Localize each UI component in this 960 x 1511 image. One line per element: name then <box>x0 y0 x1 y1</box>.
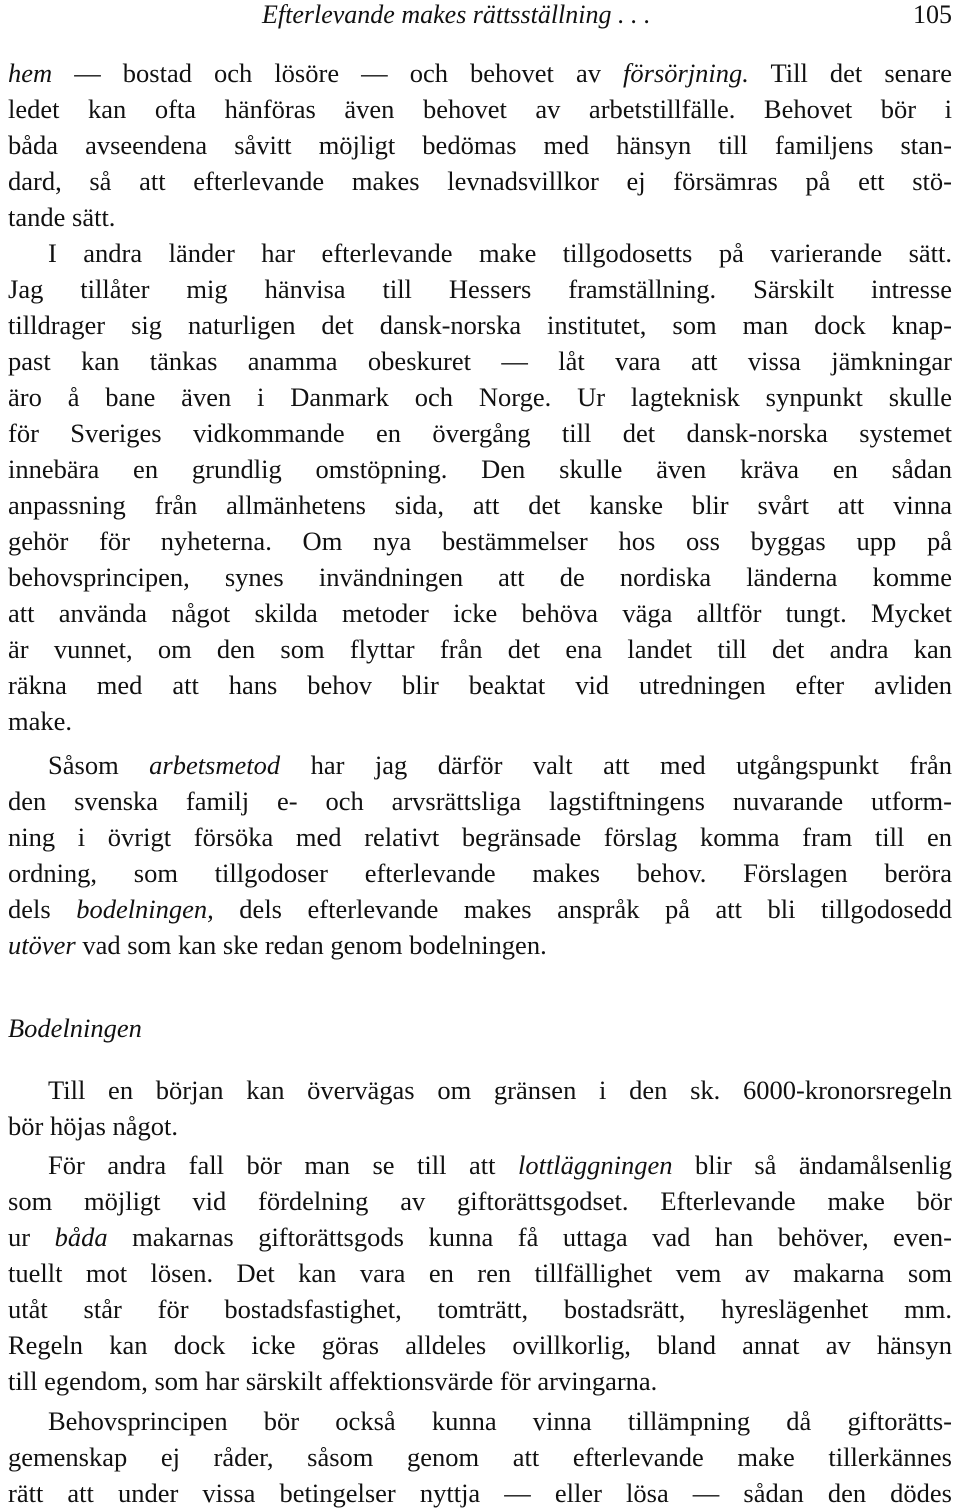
italic-text: försörjning. <box>623 58 749 88</box>
body-text: äro å bane även i Danmark och Norge. Ur lagteknisk synpunkt skulle <box>8 382 952 412</box>
text-line <box>8 415 952 451</box>
body-text: utåt står för bostadsfastighet, tomträtt, bostadsrätt, hyreslägenhet mm. <box>8 1294 952 1324</box>
body-text: make. <box>8 706 73 736</box>
italic-text: arbetsmetod <box>149 750 281 780</box>
body-text: makarnas giftorättsgods kunna få uttaga vad han behöver, even- <box>107 1222 953 1252</box>
text-line <box>8 199 952 235</box>
body-text: till egendom, som har särskilt affektionsvärde för arvingarna. <box>8 1366 658 1396</box>
text-line <box>48 1147 952 1183</box>
body-text: att använda något skilda metoder icke behöva väga alltför tungt. Mycket <box>8 598 952 628</box>
body-text: tilldrager sig naturligen det dansk-norska institutet, som man dock knap- <box>8 310 952 340</box>
body-text: dard, så att efterlevande makes levnadsvillkor ej försämras på ett stö- <box>8 166 952 196</box>
text-line <box>8 451 952 487</box>
text-line <box>8 343 952 379</box>
italic-text: utöver <box>8 930 76 960</box>
body-text: som möjligt vid fördelning av giftorättsgodset. Efterlevande make bör <box>8 1186 952 1216</box>
body-text: För andra fall bör man se till att <box>48 1150 518 1180</box>
text-line <box>8 595 952 631</box>
body-text: tande sätt. <box>8 202 116 232</box>
italic-text: båda <box>54 1222 108 1252</box>
body-text: anpassning från allmänhetens sida, att det kanske blir svårt att vinna <box>8 490 952 520</box>
page-number: 105 <box>913 0 952 29</box>
body-text: — bostad och lösöre — och behovet av <box>52 58 624 88</box>
text-line <box>8 91 952 127</box>
text-line <box>8 1327 952 1363</box>
body-text: I andra länder har efterlevande make tillgodosetts på varierande sätt. <box>48 238 952 268</box>
italic-text: hem <box>8 58 53 88</box>
text-line <box>8 307 952 343</box>
body-text: dels efterlevande makes anspråk på att bli tillgodosedd <box>213 894 953 924</box>
text-line <box>8 1108 952 1144</box>
text-line <box>8 523 952 559</box>
text-line <box>48 1072 952 1108</box>
text-line <box>8 163 952 199</box>
body-text: vad som kan ske redan genom bodelningen. <box>75 930 547 960</box>
body-text: ledet kan ofta hänföras även behovet av arbetstillfälle. Behovet bör i <box>8 94 952 124</box>
text-line <box>8 55 952 91</box>
text-line <box>8 1183 952 1219</box>
text-line <box>48 1403 952 1439</box>
body-text: räkna med att hans behov blir beaktat vid utredningen efter avliden <box>8 670 952 700</box>
text-line <box>8 1475 952 1511</box>
body-text: båda avseendena såvitt möjligt bedömas med hänsyn till familjens stan- <box>8 130 952 160</box>
body-text: past kan tänkas anamma obeskuret — låt vara att vissa jämkningar <box>8 346 952 376</box>
text-line <box>8 1219 952 1255</box>
body-text: tuellt mot lösen. Det kan vara en ren tillfällighet vem av makarna som <box>8 1258 952 1288</box>
body-text: gemenskap ej råder, såsom genom att efterlevande make tillerkännes <box>8 1442 952 1472</box>
running-title: Efterlevande makes rättsställning . . . <box>262 0 651 29</box>
body-text: behovsprincipen, synes invändningen att de nordiska länderna komme <box>8 562 952 592</box>
body-text: innebära en grundlig omstöpning. Den skulle även kräva en sådan <box>8 454 952 484</box>
text-line <box>8 703 952 739</box>
running-head <box>0 0 960 34</box>
body-text: dels <box>8 894 77 924</box>
text-line <box>48 747 952 783</box>
text-line <box>8 1363 952 1399</box>
body-text: Behovsprincipen bör också kunna vinna tillämpning då giftorätts- <box>48 1406 952 1436</box>
body-text: blir så ändamålsenlig <box>672 1150 952 1180</box>
body-text: Till det senare <box>748 58 952 88</box>
text-line <box>8 819 952 855</box>
body-text: är vunnet, om den som flyttar från det ena landet till det andra kan <box>8 634 952 664</box>
text-line <box>8 855 952 891</box>
body-text: ur <box>8 1222 55 1252</box>
text-line <box>8 927 952 963</box>
text-line <box>8 559 952 595</box>
text-line <box>8 1439 952 1475</box>
body-text: den svenska familj e- och arvsrättsliga lagstiftningens nuvarande utform- <box>8 786 952 816</box>
body-text: bör höjas något. <box>8 1111 179 1141</box>
body-text: Regeln kan dock icke göras alldeles ovillkorlig, bland annat av hänsyn <box>8 1330 952 1360</box>
body-text: Till en början kan övervägas om gränsen i den sk. 6000-kronorsregeln <box>48 1075 952 1105</box>
text-line <box>48 235 952 271</box>
text-line <box>8 271 952 307</box>
body-text: har jag därför valt att med utgångspunkt från <box>280 750 952 780</box>
body-text: Såsom <box>48 750 150 780</box>
section-heading: Bodelningen <box>8 1013 142 1043</box>
text-line <box>8 1291 952 1327</box>
text-line <box>8 487 952 523</box>
text-line <box>8 379 952 415</box>
body-text: ordning, som tillgodoser efterlevande makes behov. Förslagen beröra <box>8 858 952 888</box>
body-text: för Sveriges vidkommande en övergång till det dansk-norska systemet <box>8 418 952 448</box>
italic-text: bodelningen, <box>76 894 214 924</box>
text-line <box>8 891 952 927</box>
italic-text: lottläggningen <box>517 1150 673 1180</box>
body-text: rätt att under vissa betingelser nyttja — eller lösa — sådan den dödes <box>8 1478 952 1508</box>
text-line <box>8 667 952 703</box>
text-line <box>8 127 952 163</box>
body-text: gehör för nyheterna. Om nya bestämmelser hos oss byggas upp på <box>8 526 952 556</box>
text-line <box>8 631 952 667</box>
body-text: Jag tillåter mig hänvisa till Hessers framställning. Särskilt intresse <box>8 274 952 304</box>
body-text: ning i övrigt försöka med relativt begränsade förslag komma fram till en <box>8 822 952 852</box>
text-line <box>8 783 952 819</box>
text-line <box>8 1255 952 1291</box>
